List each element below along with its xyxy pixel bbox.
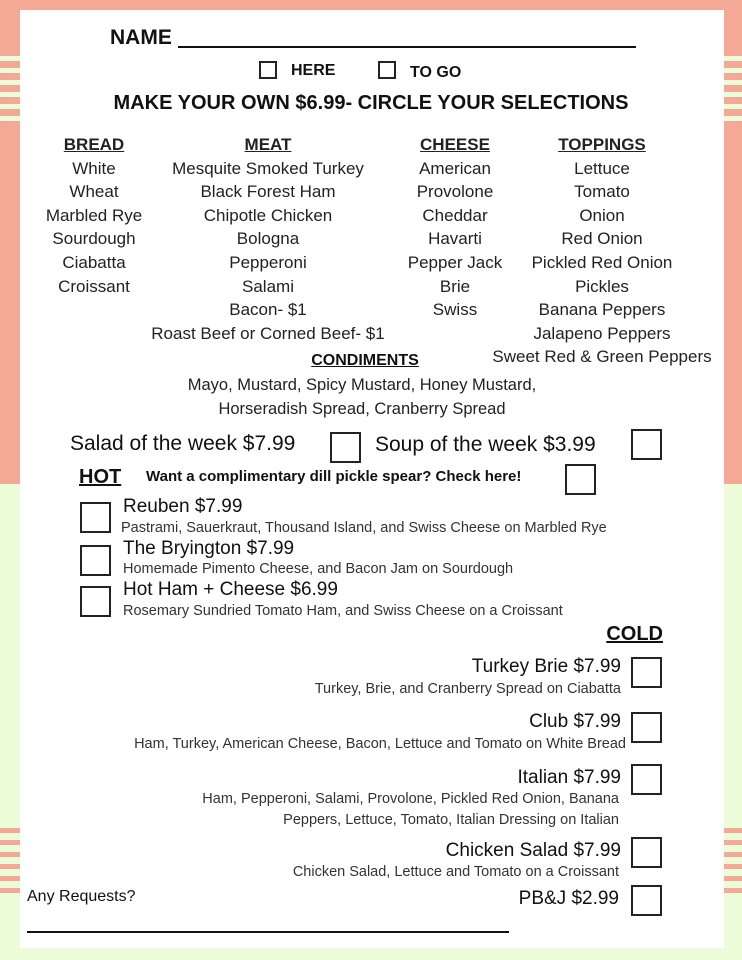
soup-checkbox[interactable] (631, 429, 662, 460)
condiments-header: CONDIMENTS (311, 352, 419, 369)
list-item: Ciabatta (62, 252, 126, 272)
turkey-brie-desc: Turkey, Brie, and Cranberry Spread on Ciabatta (314, 681, 621, 697)
list-item: Pepper Jack (407, 252, 503, 272)
bryington-checkbox[interactable] (80, 545, 111, 576)
here-checkbox[interactable] (259, 61, 277, 79)
pbj-checkbox[interactable] (631, 885, 662, 916)
bryington-desc: Homemade Pimento Cheese, and Bacon Jam on Sourdough (123, 561, 514, 577)
salad-of-week: Salad of the week $7.99 (70, 432, 296, 455)
hot-ham-desc: Rosemary Sundried Tomato Ham, and Swiss Cheese on a Croissant (123, 603, 563, 619)
list-item: Provolone (416, 182, 494, 202)
list-item: Banana Peppers (538, 300, 666, 320)
requests-input-line[interactable] (27, 931, 509, 933)
list-item: Brie (439, 276, 471, 296)
list-item: Pickled Red Onion (531, 252, 673, 272)
reuben-checkbox[interactable] (80, 502, 111, 533)
list-item: Jalapeno Peppers (533, 323, 671, 343)
turkey-brie-checkbox[interactable] (631, 657, 662, 688)
list-item: Swiss (432, 300, 478, 320)
list-item: American (419, 158, 491, 178)
togo-checkbox[interactable] (378, 61, 396, 79)
list-item: Pepperoni (229, 252, 307, 272)
hot-ham-checkbox[interactable] (80, 586, 111, 617)
togo-label: TO GO (410, 64, 462, 81)
hot-ham-title: Hot Ham + Cheese $6.99 (123, 579, 338, 600)
reuben-title: Reuben $7.99 (123, 496, 243, 517)
list-item: Black Forest Ham (200, 182, 336, 202)
toppings-header: TOPPINGS (558, 135, 646, 154)
condiments-line-1: Mayo, Mustard, Spicy Mustard, Honey Mustard, (187, 376, 537, 394)
hot-header: HOT (79, 466, 122, 488)
pbj-title: PB&J $2.99 (518, 888, 619, 909)
list-item: Bacon- $1 (229, 300, 307, 320)
club-title: Club $7.99 (529, 711, 621, 732)
list-item: Sweet Red & Green Peppers (492, 347, 712, 367)
club-desc: Ham, Turkey, American Cheese, Bacon, Lettuce and Tomato on White Bread (134, 736, 626, 752)
chicken-salad-title: Chicken Salad $7.99 (445, 840, 621, 861)
reuben-desc: Pastrami, Sauerkraut, Thousand Island, and Swiss Cheese on Marbled Rye (121, 520, 607, 536)
chicken-salad-desc: Chicken Salad, Lettuce and Tomato on a Croissant (292, 864, 619, 880)
list-item: Croissant (58, 276, 130, 296)
meat-column (148, 133, 388, 345)
pickle-prompt: Want a complimentary dill pickle spear? Check here! (146, 468, 522, 485)
list-item: Wheat (69, 182, 119, 202)
list-item: Pickles (575, 276, 629, 296)
list-item: Salami (242, 276, 294, 296)
toppings-column (491, 133, 713, 369)
list-item: Marbled Rye (45, 205, 143, 225)
list-item: Red Onion (561, 229, 643, 249)
salad-checkbox[interactable] (330, 432, 361, 463)
list-item: Roast Beef or Corned Beef- $1 (151, 323, 385, 343)
chicken-salad-checkbox[interactable] (631, 837, 662, 868)
list-item: Onion (579, 205, 625, 225)
bread-column (34, 133, 154, 298)
name-input-line[interactable] (178, 46, 636, 48)
cold-header: COLD (606, 623, 663, 645)
name-label: NAME (110, 26, 172, 49)
condiments-line-2: Horseradish Spread, Cranberry Spread (218, 400, 506, 418)
turkey-brie-title: Turkey Brie $7.99 (471, 656, 621, 677)
here-label: HERE (291, 62, 336, 79)
italian-title: Italian $7.99 (517, 767, 621, 788)
requests-label: Any Requests? (27, 888, 136, 905)
pickle-checkbox[interactable] (565, 464, 596, 495)
list-item: Sourdough (52, 229, 136, 249)
list-item: Cheddar (422, 205, 488, 225)
page-title: MAKE YOUR OWN $6.99- CIRCLE YOUR SELECTIONS (113, 92, 629, 114)
list-item: White (72, 158, 116, 178)
bread-header: BREAD (63, 135, 125, 154)
italian-desc-1: Ham, Pepperoni, Salami, Provolone, Pickled Red Onion, Banana (202, 791, 619, 807)
list-item: Mesquite Smoked Turkey (172, 158, 364, 178)
cheese-header: CHEESE (420, 135, 490, 154)
list-item: Havarti (428, 229, 482, 249)
italian-desc-2: Peppers, Lettuce, Tomato, Italian Dressing on Italian (283, 812, 619, 828)
list-item: Tomato (574, 182, 630, 202)
italian-checkbox[interactable] (631, 764, 662, 795)
soup-of-week: Soup of the week $3.99 (375, 433, 596, 456)
meat-header: MEAT (244, 135, 292, 154)
club-checkbox[interactable] (631, 712, 662, 743)
bryington-title: The Bryington $7.99 (123, 538, 295, 559)
list-item: Lettuce (574, 158, 630, 178)
list-item: Chipotle Chicken (203, 205, 333, 225)
list-item: Bologna (236, 229, 300, 249)
